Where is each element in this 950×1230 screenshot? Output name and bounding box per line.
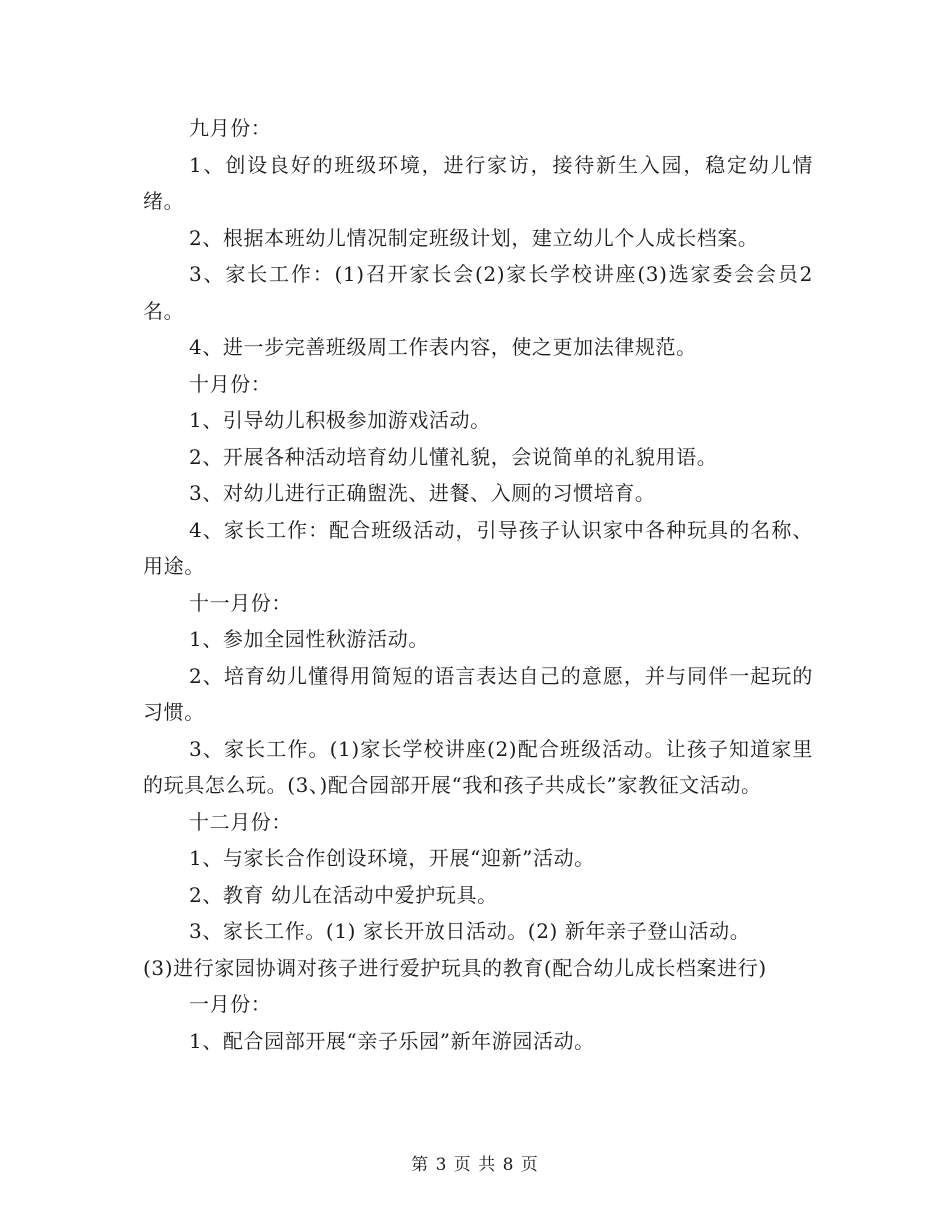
paragraph: 1、配合园部开展“亲子乐园”新年游园活动。 xyxy=(189,1028,595,1053)
section-heading-december: 十二月份： xyxy=(189,809,292,834)
paragraph: 1、引导幼儿积极参加游戏活动。 xyxy=(189,408,491,432)
section-heading-september: 九月份： xyxy=(189,116,272,140)
paragraph: 4、进一步完善班级周工作表内容，使之更加法律规范。 xyxy=(189,335,697,359)
paragraph: 1、创设良好的班级环境，进行家访，接待新生入园，稳定幼儿情绪。 xyxy=(143,152,813,213)
section-heading-november: 十一月份： xyxy=(189,590,292,615)
paragraph: 2、开展各种活动培育幼儿懂礼貌，会说简单的礼貌用语。 xyxy=(189,444,718,469)
paragraph: (3)进行家园协调对孩子进行爱护玩具的教育(配合幼儿成长档案进行) xyxy=(143,955,767,980)
section-heading-october: 十月份： xyxy=(189,371,272,396)
paragraph: 3、对幼儿进行正确盥洗、进餐、入厕的习惯培育。 xyxy=(189,481,656,505)
paragraph: 4、家长工作：配合班级活动，引导孩子认识家中各种玩具的名称、用途。 xyxy=(143,517,813,578)
paragraph: 2、教育 幼儿在活动中爱护玩具。 xyxy=(189,882,498,907)
paragraph: 1、参加全园性秋游活动。 xyxy=(189,627,429,651)
paragraph: 2、根据本班幼儿情况制定班级计划，建立幼儿个人成长档案。 xyxy=(189,225,759,250)
page-number-footer: 第 3 页 共 8 页 xyxy=(411,1155,539,1175)
paragraph: 3、家长工作：(1)召开家长会(2)家长学校讲座(3)选家委会会员2名。 xyxy=(143,262,813,323)
paragraph: 3、家长工作。(1)家长学校讲座(2)配合班级活动。让孩子知道家里的玩具怎么玩。(3、)配合园部开展“我和孩子共成长”家教征文活动。 xyxy=(143,736,813,797)
paragraph: 1、与家长合作创设环境，开展“迎新”活动。 xyxy=(189,846,595,870)
paragraph: 3、家长工作。(1) 家长开放日活动。(2) 新年亲子登山活动。 xyxy=(189,919,751,943)
document-body xyxy=(143,110,813,1059)
paragraph: 2、培育幼儿懂得用简短的语言表达自己的意愿，并与同伴一起玩的习惯。 xyxy=(143,663,813,724)
section-heading-january: 一月份： xyxy=(189,992,272,1016)
